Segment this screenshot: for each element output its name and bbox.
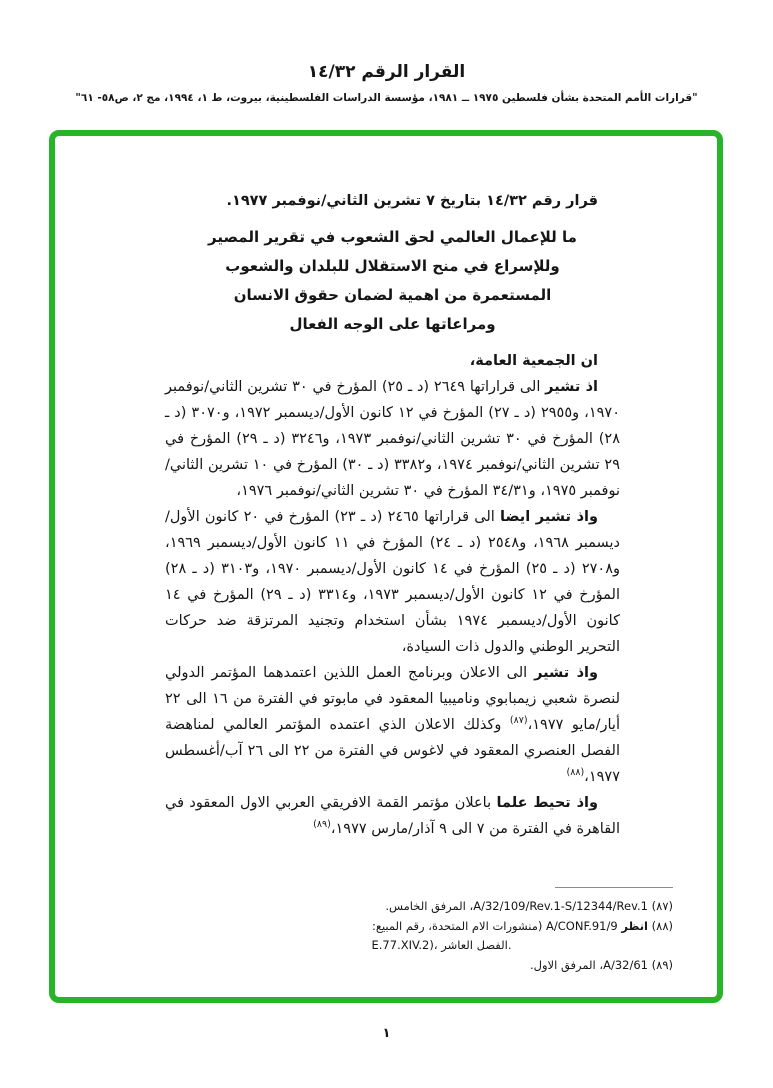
resolution-date-line: قرار رقم ١٤/٣٢ بتاريخ ٧ تشرين الثاني/نوفمبر ١٩٧٧. <box>226 193 598 209</box>
resolution-heading <box>165 223 620 339</box>
heading-line-4: ومراعاتها على الوجه الفعال <box>289 315 496 333</box>
footnote-88-continuation: E.77.XIV.2)، الفصل العاشر. <box>371 938 512 952</box>
footnote-marker: (٨٩) <box>651 957 673 972</box>
footnote-separator <box>555 887 673 888</box>
resolution-title: القرار الرقم ١٤/٣٢ <box>307 62 466 82</box>
footnote-87 <box>150 897 673 917</box>
page-header <box>0 62 773 104</box>
preamble-paragraph-3 <box>165 660 620 790</box>
heading-line-1: ما للإعمال العالمي لحق الشعوب في تقرير المصير <box>208 228 577 246</box>
document-body <box>55 136 717 842</box>
footnote-see-label: انظر <box>621 918 648 933</box>
assembly-opener: ان الجمعية العامة، <box>469 353 598 369</box>
footnotes-section <box>150 887 673 975</box>
un-document-symbol: A/32/109/Rev.1-S/12344/Rev.1 <box>473 899 648 913</box>
preamble-paragraph-2 <box>165 504 620 660</box>
source-citation: "قرارات الأمم المتحدة بشأن فلسطين ١٩٧٥ ــ ١٩٨١، مؤسسة الدراسات الفلسطينية، بيروت، ط ١، ١٩٩٤، مج ٢، ص٥٨- ٦١" <box>75 92 698 104</box>
paragraph-text: الى قراراتها ٢٤٦٥ (د ـ ٢٣) المؤرخ في ٢٠ كانون الأول/ديسمبر ١٩٦٨، و٢٥٤٨ (د ـ ٢٤) المؤرخ في ١١ كانون الأول/ديسمبر ١٩٦٩، و٢٧٠٨ (د ـ ٢٥) المؤرخ في ١٤ كانون الأول/ديسمبر ١٩٧٠، و٣١٠٣ (د ـ ٢٨) المؤرخ في ١٢ كانون الأول/ديسمبر ١٩٧٣، و٣٣١٤ (د ـ ٢٩) المؤرخ في ١٤ كانون الأول/ديسمبر ١٩٧٤ بشأن استخدام وتجنيد المرتزقة ضد حركات التحرير الوطني والدول ذات السيادة، <box>165 509 620 655</box>
footnote-ref-88: (٨٨) <box>566 767 585 779</box>
footnote-text: ، المرفق الاول. <box>529 957 604 972</box>
paragraph-lead: واذ تشير ايضا <box>500 509 598 525</box>
footnote-text: ، المرفق الخامس. <box>385 899 474 913</box>
footnote-88 <box>150 917 673 956</box>
footnote-text: (منشورات الام المتحدة، رقم المبيع: <box>371 918 543 933</box>
footnote-ref-87: (٨٧) <box>509 715 528 727</box>
paragraph-lead: اذ تشير <box>545 379 598 395</box>
preamble-paragraph-1 <box>165 374 620 504</box>
preamble-paragraph-4 <box>165 790 620 842</box>
footnote-89 <box>150 956 673 976</box>
page-number: ١ <box>382 1026 391 1041</box>
paragraph-text: وكذلك الاعلان الذي اعتمده المؤتمر العالمي لمناهضة الفصل العنصري المعقود في لاغوس في الفترة من ٢٢ الى ٢٦ آب/أغسطس ١٩٧٧، <box>165 717 620 785</box>
document-frame <box>49 130 723 1003</box>
paragraph-text: الى الاعلان وبرنامج العمل اللذين اعتمدهما المؤتمر الدولي لنصرة شعبي زيمبابوي وناميبيا المعقود في مابوتو في الفترة من ١٦ الى ٢٢ أيار/مايو ١٩٧٧، <box>165 665 620 733</box>
footnote-marker: (٨٨) <box>651 918 673 933</box>
footnote-marker: (٨٧) <box>651 899 673 913</box>
heading-line-2: وللإسراع في منح الاستقلال للبلدان والشعوب <box>225 257 560 275</box>
paragraph-lead: واذ تحيط علما <box>496 795 598 811</box>
footnote-ref-89: (٨٩) <box>313 819 331 831</box>
un-document-symbol: A/32/61 <box>603 957 648 972</box>
paragraph-lead: واذ تشير <box>534 665 598 681</box>
paragraph-text: باعلان مؤتمر القمة الافريقي العربي الاول المعقود في القاهرة في الفترة من ٧ الى ٩ آذار/مارس ١٩٧٧، <box>165 795 620 837</box>
heading-line-3: المستعمرة من اهمية لضمان حقوق الانسان <box>233 286 552 304</box>
paragraph-text: الى قراراتها ٢٦٤٩ (د ـ ٢٥) المؤرخ في ٣٠ تشرين الثاني/نوفمبر ١٩٧٠، و٢٩٥٥ (د ـ ٢٧) المؤرخ في ١٢ كانون الأول/ديسمبر ١٩٧٢، و٣٠٧٠ (د ـ ٢٨) المؤرخ في ٣٠ تشرين الثاني/نوفمبر ١٩٧٣، و٣٢٤٦ (د ـ ٢٩) المؤرخ في ٢٩ تشرين الثاني/نوفمبر ١٩٧٤، و٣٣٨٢ (د ـ ٣٠) المؤرخ في ١٠ تشرين الثاني/نوفمبر ١٩٧٥، و٣٤/٣١ المؤرخ في ٣٠ تشرين الثاني/نوفمبر ١٩٧٦، <box>165 379 620 499</box>
un-document-symbol: A/CONF.91/9 <box>546 918 618 933</box>
